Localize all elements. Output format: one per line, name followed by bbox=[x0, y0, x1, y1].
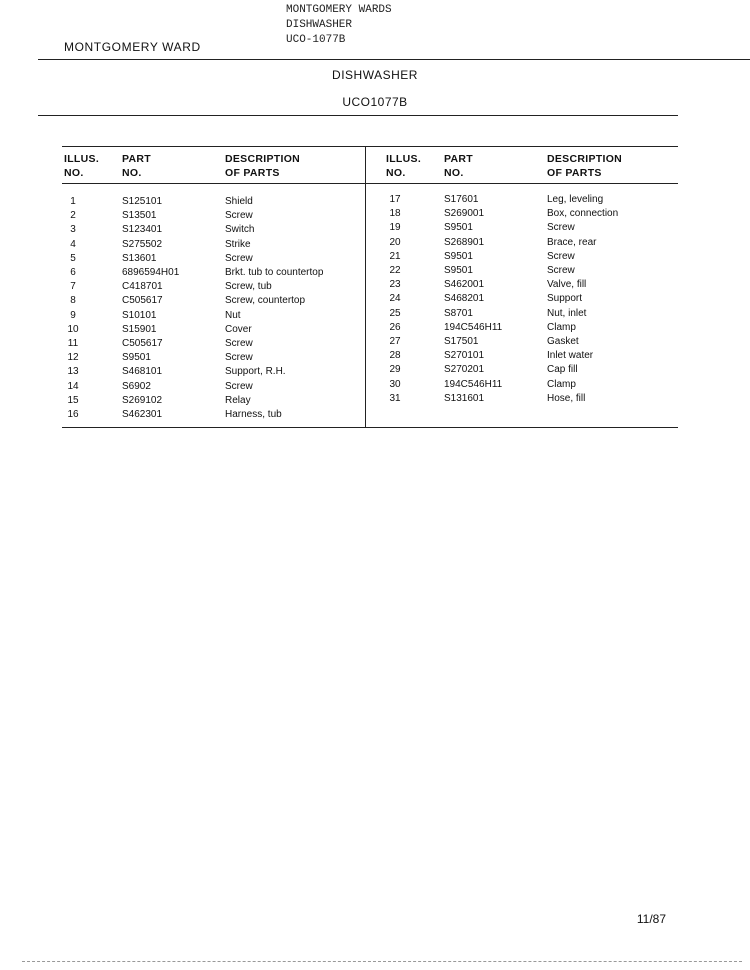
illus-no: 12 bbox=[67, 352, 79, 364]
table-row bbox=[384, 251, 684, 265]
part-no: S270101 bbox=[444, 350, 485, 362]
illus-no: 31 bbox=[389, 392, 401, 404]
part-description: Screw, countertop bbox=[225, 295, 306, 307]
part-description: Screw bbox=[225, 380, 253, 392]
header-rule bbox=[62, 183, 678, 184]
part-no: S462301 bbox=[122, 409, 163, 420]
part-description: Screw, tub bbox=[225, 281, 272, 293]
table-row bbox=[384, 194, 684, 208]
illus-no: 16 bbox=[67, 409, 79, 420]
illus-no: 17 bbox=[389, 194, 401, 205]
part-no: S269001 bbox=[444, 208, 485, 220]
table-row bbox=[62, 338, 362, 352]
table-row bbox=[62, 366, 362, 380]
typed-header bbox=[286, 3, 392, 48]
part-no: C418701 bbox=[122, 281, 163, 293]
part-no: S270201 bbox=[444, 364, 485, 376]
part-description: Switch bbox=[225, 224, 255, 236]
part-description: Strike bbox=[225, 238, 251, 250]
part-no: C505617 bbox=[122, 338, 163, 349]
table-row bbox=[62, 395, 362, 409]
header-illus-right: ILLUS. NO. bbox=[386, 153, 422, 179]
part-no: S9501 bbox=[444, 222, 473, 234]
part-description: Screw bbox=[547, 222, 575, 234]
table-bottom-rule bbox=[62, 427, 678, 428]
table-row bbox=[62, 352, 362, 366]
illus-no: 7 bbox=[70, 281, 76, 293]
table-row bbox=[62, 210, 362, 224]
header-part-left: PART NO. bbox=[122, 153, 152, 179]
part-description: Box, connection bbox=[547, 208, 619, 220]
table-row bbox=[384, 336, 684, 350]
part-description: Shield bbox=[225, 196, 253, 207]
illus-no: 30 bbox=[389, 378, 401, 390]
table-row bbox=[384, 222, 684, 236]
illus-no: 20 bbox=[389, 236, 401, 248]
illus-no: 28 bbox=[389, 350, 401, 362]
part-description: Gasket bbox=[547, 336, 579, 347]
part-description: Support bbox=[547, 293, 583, 305]
part-description: Screw bbox=[225, 210, 253, 222]
part-no: S8701 bbox=[444, 307, 473, 319]
table-row bbox=[62, 196, 362, 210]
illus-no: 8 bbox=[70, 295, 76, 307]
illus-no: 4 bbox=[70, 238, 76, 250]
table-row bbox=[62, 224, 362, 238]
illus-no: 18 bbox=[389, 208, 401, 220]
table-row bbox=[384, 364, 684, 378]
illus-no: 25 bbox=[389, 307, 401, 319]
title-rule bbox=[38, 115, 678, 116]
part-description: Valve, fill bbox=[547, 279, 587, 291]
part-no: S468201 bbox=[444, 293, 485, 305]
illus-no: 11 bbox=[67, 338, 79, 349]
illus-no: 13 bbox=[67, 366, 79, 378]
part-no: S468101 bbox=[122, 366, 163, 378]
page-edge bbox=[22, 961, 742, 962]
part-description: Screw bbox=[547, 265, 575, 276]
illus-no: 23 bbox=[389, 279, 401, 291]
part-no: S268901 bbox=[444, 236, 485, 248]
part-description: Clamp bbox=[547, 378, 576, 390]
table-row bbox=[62, 295, 362, 309]
illus-no: 14 bbox=[67, 380, 79, 392]
part-no: S462001 bbox=[444, 279, 485, 291]
part-description: Clamp bbox=[547, 321, 576, 333]
table-divider bbox=[365, 146, 366, 428]
table-row bbox=[384, 208, 684, 222]
footer-date: 11/87 bbox=[636, 912, 666, 926]
part-description: Support, R.H. bbox=[225, 366, 286, 378]
part-no: S15901 bbox=[122, 323, 157, 335]
illus-no: 29 bbox=[389, 364, 401, 376]
part-description: Nut bbox=[225, 309, 241, 321]
brand-name: MONTGOMERY WARD bbox=[64, 40, 201, 54]
table-row bbox=[62, 310, 362, 324]
part-no: 194C546H11 bbox=[444, 378, 503, 390]
illus-no: 2 bbox=[70, 210, 76, 222]
part-no: S9501 bbox=[122, 352, 151, 364]
part-description: Screw bbox=[225, 352, 253, 364]
illus-no: 15 bbox=[67, 394, 79, 406]
part-no: S123401 bbox=[122, 224, 163, 236]
header-desc-left: DESCRIPTION OF PARTS bbox=[225, 153, 301, 179]
page-title: DISHWASHER bbox=[332, 68, 418, 82]
table-row bbox=[62, 381, 362, 395]
part-description: Screw bbox=[547, 250, 575, 262]
illus-no: 1 bbox=[70, 196, 76, 207]
illus-no: 22 bbox=[389, 265, 401, 276]
part-description: Cover bbox=[225, 323, 252, 335]
part-no: C505617 bbox=[122, 295, 163, 307]
model-number: UCO1077B bbox=[342, 95, 408, 109]
part-no: S125101 bbox=[122, 196, 163, 207]
illus-no: 19 bbox=[389, 222, 401, 234]
part-no: S17501 bbox=[444, 336, 479, 347]
illus-no: 9 bbox=[70, 309, 76, 321]
illus-no: 10 bbox=[67, 323, 79, 335]
part-description: Leg, leveling bbox=[547, 194, 604, 205]
part-no: 6896594H01 bbox=[122, 267, 180, 278]
part-no: S6902 bbox=[122, 380, 151, 392]
header-illus-left: ILLUS. NO. bbox=[64, 153, 100, 179]
part-no: S13601 bbox=[122, 252, 157, 264]
table-row bbox=[384, 293, 684, 307]
table-row bbox=[384, 322, 684, 336]
typed-line-product: DISHWASHER bbox=[286, 19, 353, 31]
header-part-right: PART NO. bbox=[444, 153, 474, 179]
part-description: Relay bbox=[225, 394, 251, 406]
illus-no: 26 bbox=[389, 321, 401, 333]
part-description: Brkt. tub to countertop bbox=[225, 267, 324, 278]
part-description: Cap fill bbox=[547, 364, 578, 376]
table-row bbox=[384, 379, 684, 393]
table-row bbox=[62, 267, 362, 281]
table-row bbox=[384, 237, 684, 251]
table-row bbox=[384, 265, 684, 279]
illus-no: 3 bbox=[70, 224, 76, 236]
typed-line-model: UCO-1077B bbox=[286, 34, 346, 46]
part-no: S131601 bbox=[444, 392, 485, 404]
illus-no: 21 bbox=[389, 250, 401, 262]
table-row bbox=[62, 239, 362, 253]
table-row bbox=[62, 281, 362, 295]
part-no: S9501 bbox=[444, 265, 473, 276]
part-no: S10101 bbox=[122, 309, 157, 321]
table-row bbox=[384, 279, 684, 293]
table-row bbox=[384, 350, 684, 364]
table-row bbox=[62, 324, 362, 338]
table-row bbox=[384, 308, 684, 322]
illus-no: 27 bbox=[389, 336, 401, 347]
part-description: Nut, inlet bbox=[547, 307, 587, 319]
part-no: S275502 bbox=[122, 238, 163, 250]
typed-line-brand: MONTGOMERY WARDS bbox=[286, 4, 392, 16]
part-description: Harness, tub bbox=[225, 409, 282, 420]
part-description: Screw bbox=[225, 252, 253, 264]
part-description: Screw bbox=[225, 338, 253, 349]
part-description: Brace, rear bbox=[547, 236, 597, 248]
illus-no: 5 bbox=[70, 252, 76, 264]
table-top-rule bbox=[62, 146, 678, 147]
part-no: S13501 bbox=[122, 210, 157, 222]
header-desc-right: DESCRIPTION OF PARTS bbox=[547, 153, 623, 179]
table-row bbox=[62, 253, 362, 267]
part-no: 194C546H11 bbox=[444, 321, 503, 333]
part-description: Hose, fill bbox=[547, 392, 586, 404]
parts-table bbox=[62, 146, 678, 428]
part-description: Inlet water bbox=[547, 350, 594, 362]
part-no: S9501 bbox=[444, 250, 473, 262]
top-rule bbox=[38, 59, 750, 60]
table-row bbox=[62, 409, 362, 423]
table-row bbox=[384, 393, 684, 407]
part-no: S17601 bbox=[444, 194, 479, 205]
part-no: S269102 bbox=[122, 394, 163, 406]
illus-no: 24 bbox=[389, 293, 401, 305]
illus-no: 6 bbox=[70, 267, 76, 278]
